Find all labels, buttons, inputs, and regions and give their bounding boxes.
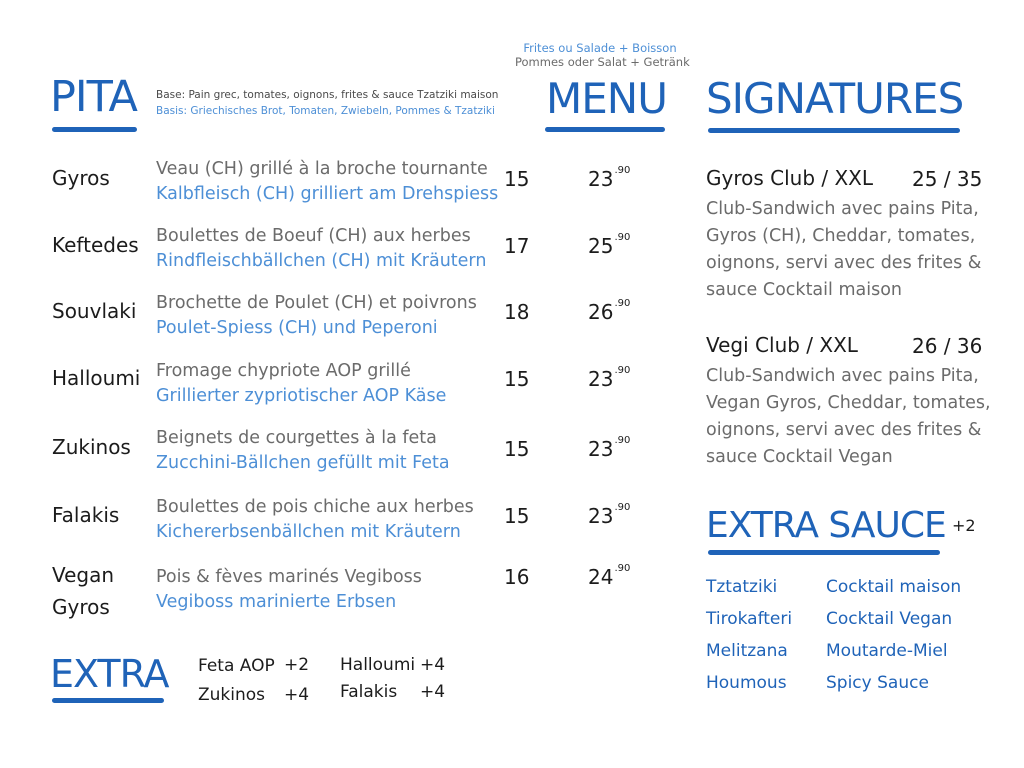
item-price: 18 <box>504 300 530 324</box>
signatures-underline <box>708 128 960 133</box>
signature-price: 25 / 35 <box>912 167 983 191</box>
item-name-line2: Gyros <box>52 595 110 619</box>
item-desc-de: Vegiboss marinierte Erbsen <box>156 592 397 612</box>
extra-item-feta: Feta AOP <box>198 656 275 676</box>
item-name: Souvlaki <box>52 299 137 323</box>
extra-price-zukinos: +4 <box>284 685 310 705</box>
item-price: 17 <box>504 234 530 258</box>
sauce-item: Cocktail maison <box>826 577 962 597</box>
extra-underline <box>52 698 164 703</box>
item-name: Gyros <box>52 166 110 190</box>
item-desc-de: Poulet-Spiess (CH) und Peperoni <box>156 318 438 338</box>
item-menu-price: $23^{.90}$ <box>588 365 631 391</box>
item-menu-price: $26^{.90}$ <box>588 298 631 324</box>
sauce-item: Tztatziki <box>706 577 778 597</box>
extra-item-halloumi: Halloumi <box>340 655 416 675</box>
pita-base-de: Basis: Griechisches Brot, Tomaten, Zwiebeln, Pommes & Tzatziki <box>156 105 495 117</box>
item-name-line1: Vegan <box>52 563 115 587</box>
item-desc-de: Grillierter zypriotischer AOP Käse <box>156 386 447 406</box>
extra-item-falakis: Falakis <box>340 682 398 702</box>
item-price: 15 <box>504 167 530 191</box>
pita-title: PITA <box>50 72 137 122</box>
signature-title: Vegi Club / XXL <box>706 333 858 357</box>
signature-desc: Club-Sandwich avec pains Pita, Gyros (CH), Cheddar, tomates, oignons, servi avec des frites & sauce Cocktail maison <box>706 199 982 300</box>
item-name: Zukinos <box>52 435 131 459</box>
item-desc-fr: Boulettes de Boeuf (CH) aux herbes <box>156 226 471 246</box>
item-name: Halloumi <box>52 366 141 390</box>
item-menu-price: $23^{.90}$ <box>588 435 631 461</box>
sauce-item: Moutarde-Miel <box>826 641 948 661</box>
extra-sauce-price: +2 <box>952 516 976 535</box>
item-menu-price: $23^{.90}$ <box>588 165 631 191</box>
item-desc-de: Rindfleischbällchen (CH) mit Kräutern <box>156 251 487 271</box>
item-desc-de: Zucchini-Bällchen gefüllt mit Feta <box>156 453 450 473</box>
item-menu-price: $24^{.90}$ <box>588 563 631 589</box>
extra-title: EXTRA <box>50 652 169 696</box>
pita-underline <box>52 127 137 132</box>
item-desc-fr: Boulettes de pois chiche aux herbes <box>156 497 474 517</box>
item-price: 15 <box>504 437 530 461</box>
signatures-title: SIGNATURES <box>706 74 964 123</box>
menu-title: MENU <box>546 74 667 123</box>
extra-sauce-title: EXTRA SAUCE <box>706 505 946 546</box>
item-menu-price: $25^{.90}$ <box>588 232 631 258</box>
sauce-item: Tirokafteri <box>706 609 793 629</box>
extra-sauce-underline <box>708 550 940 555</box>
sauce-item: Melitzana <box>706 641 788 661</box>
item-price: 15 <box>504 504 530 528</box>
item-name: Falakis <box>52 503 120 527</box>
signature-desc: Club-Sandwich avec pains Pita, Vegan Gyros, Cheddar, tomates, oignons, servi avec des frites & sauce Cocktail Vegan <box>706 366 991 467</box>
signature-price: 26 / 36 <box>912 334 983 358</box>
menu-underline <box>545 127 665 132</box>
sauce-item: Spicy Sauce <box>826 673 929 693</box>
item-desc-fr: Beignets de courgettes à la feta <box>156 428 437 448</box>
item-price: 16 <box>504 565 530 589</box>
menu-note-fr: Frites ou Salade + Boisson <box>523 41 677 55</box>
extra-price-falakis: +4 <box>420 682 446 702</box>
menu-note-de: Pommes oder Salat + Getränk <box>515 55 690 69</box>
item-menu-price: $23^{.90}$ <box>588 502 631 528</box>
item-desc-de: Kalbfleisch (CH) grilliert am Drehspiess <box>156 184 499 204</box>
signature-title: Gyros Club / XXL <box>706 166 874 190</box>
extra-item-zukinos: Zukinos <box>198 685 266 705</box>
item-desc-fr: Veau (CH) grillé à la broche tournante <box>156 159 488 179</box>
item-price: 15 <box>504 367 530 391</box>
sauce-item: Cocktail Vegan <box>826 609 953 629</box>
item-desc-fr: Fromage chypriote AOP grillé <box>156 361 411 381</box>
item-desc-de: Kichererbsenbällchen mit Kräutern <box>156 522 461 542</box>
sauce-item: Houmous <box>706 673 787 693</box>
item-desc-fr: Pois & fèves marinés Vegiboss <box>156 567 422 587</box>
pita-base-fr: Base: Pain grec, tomates, oignons, frites & sauce Tzatziki maison <box>156 89 499 101</box>
extra-price-feta: +2 <box>284 655 310 675</box>
item-desc-fr: Brochette de Poulet (CH) et poivrons <box>156 293 477 313</box>
extra-price-halloumi: +4 <box>420 655 446 675</box>
item-name: Keftedes <box>52 233 139 257</box>
